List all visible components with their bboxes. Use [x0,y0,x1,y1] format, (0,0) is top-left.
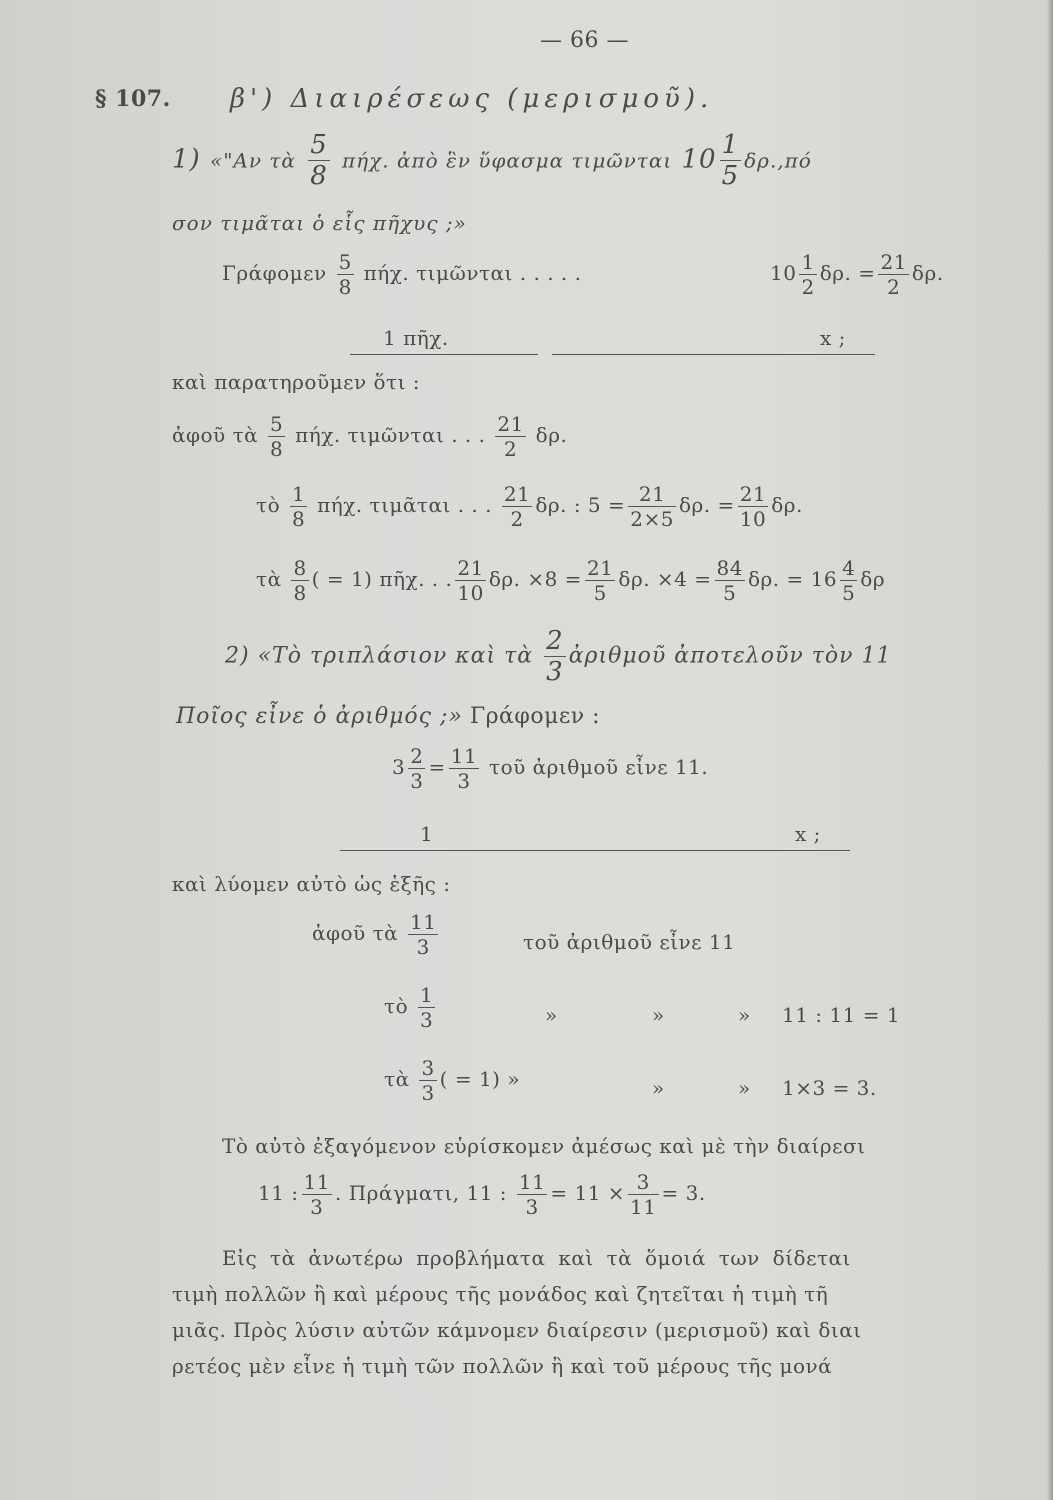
q-text: «Τὸ τριπλάσιον καὶ τὰ [257,643,534,669]
problem1-q-whole: 10 [681,144,717,175]
op: δρ. : 5 = [535,493,626,517]
page-number: — 66 — [540,28,629,53]
step-text: πήχ. τιμῶνται . . . [295,423,486,447]
problem2-row2 [384,985,438,1030]
fraction [878,252,908,297]
frac-den: 10 [457,581,484,605]
frac-num: 11 [303,1170,330,1194]
fraction [628,484,676,529]
eq: δρ. = [819,261,876,285]
frac-den: 2 [510,507,524,531]
fraction [302,1172,332,1217]
ditto-mark: » [652,1076,665,1100]
frac-num: 2 [546,626,564,656]
problem1-step1 [172,414,567,459]
step-pre: τὸ [256,493,281,517]
frac-den: 3 [410,769,424,793]
ditto-mark: » [738,1076,751,1100]
fraction [408,912,438,957]
problem1-row2-right: x ; [820,326,846,350]
frac-num: 8 [293,556,307,580]
problem2-row1-text: τοῦ ἀριθμοῦ εἶνε 11 [523,930,736,954]
page-edge [1047,0,1053,1500]
op: = 11 × [550,1181,626,1205]
frac-den: 8 [293,581,307,605]
underline-rule [340,850,850,851]
frac-num: 84 [716,556,743,580]
frac-den: 5 [842,581,856,605]
frac-den: 11 [630,1195,657,1219]
frac-num: 21 [586,556,614,580]
op: δρ. ×4 = [618,567,712,591]
op: = 3. [661,1181,706,1205]
row-pre: ἀφοῦ τὰ [312,921,399,945]
row-pre: τὰ [384,1067,410,1091]
frac-den: 3 [310,1195,324,1219]
q-text2: ἀριθμοῦ ἀποτελοῦν τὸν 11 [568,643,892,669]
frac-num: 5 [338,250,352,274]
problem2-label: 2) [225,643,250,669]
ditto-mark: » [652,1003,665,1027]
fraction [290,484,307,529]
fraction [291,558,308,603]
frac-num: 21 [739,482,767,506]
frac-num: 1 [291,482,306,506]
frac-num: 21 [497,412,524,436]
frac-den: 3 [546,657,564,687]
frac-num: 1 [721,130,740,160]
frac-den: 3 [419,1008,434,1032]
frac-den: 3 [525,1195,539,1219]
problem2-row1 [312,912,441,957]
fraction [455,558,485,603]
frac-den: 5 [723,581,737,605]
problem2-question-line1 [225,628,892,685]
frac-num: 4 [842,556,856,580]
problem1-q-text3: δρ.,πό [744,148,812,173]
paragraph-line1: Εἰς τὰ ἀνωτέρω προβλήματα καὶ τὰ ὅμοιά των δίδεται [222,1246,851,1270]
fraction [449,746,479,791]
paragraph-line4: ρετέος μὲν εἶνε ἡ τιμὴ τῶν πολλῶν ἢ καὶ τοῦ μέρους τῆς μονά [172,1354,833,1378]
fraction [799,252,816,297]
op: δρ. = [678,493,735,517]
whole: 3 [392,755,406,779]
problem2-row2-right: x ; [795,822,821,846]
eq-text: τοῦ ἀριθμοῦ εἶνε 11. [489,755,709,779]
frac-den: 3 [421,1081,435,1105]
problem1-q-text: «"Αν τὰ [209,148,296,173]
frac-num: 3 [636,1170,650,1194]
frac-den: 8 [338,275,352,299]
problem1-question-line1 [172,132,812,189]
op: = [428,755,446,779]
fraction [585,558,615,603]
whole: 10 [770,261,797,285]
section-title: β') Διαιρέσεως (μερισμοῦ). [230,84,714,114]
frac-num: 21 [880,250,907,274]
frac-den: 10 [739,507,767,531]
write-label: Γράφομεν [222,261,327,285]
closing-line1: Τὸ αὐτὸ ἐξαγόμενον εὑρίσκομεν ἀμέσως καὶ μὲ τὴν διαίρεσι [222,1134,866,1158]
paragraph-line3: μιᾶς. Πρὸς λύσιν αὐτῶν κάμνομεν διαίρεσιν (μερισμοῦ) καὶ διαι [172,1318,862,1342]
problem1-q-fraction [308,132,330,189]
frac-num: 1 [801,250,815,274]
frac-den: 2 [801,275,815,299]
q-text-upright: Γράφομεν : [469,704,601,729]
frac-num: 11 [518,1170,546,1194]
row-mid: ( = 1) » [439,1067,521,1091]
fraction [502,484,532,529]
fraction [419,1058,436,1103]
step-pre: τὰ [256,567,282,591]
problem1-q-whole-fraction [720,132,742,189]
unit: δρ. [771,493,803,517]
problem1-step3 [256,558,885,603]
problem1-label: 1) [172,144,201,175]
problem1-write-row [222,252,581,297]
fraction [268,414,285,459]
frac-den: 8 [270,437,284,461]
fraction [738,484,768,529]
frac-num: 5 [310,130,328,160]
fraction [337,252,354,297]
problem1-question-line2: σον τιμᾶται ὁ εἷς πῆχυς ;» [172,211,467,235]
problem2-row2-result: 11 : 11 = 1 [782,1003,901,1027]
problem2-row3 [384,1058,520,1103]
fraction [628,1172,658,1217]
frac-num: 11 [450,744,478,768]
step-text: ( = 1) πῆχ. . . [311,567,453,591]
ditto-mark: » [738,1003,751,1027]
frac-den: 8 [291,507,306,531]
problem2-row2-left: 1 [420,822,434,846]
row-pre: τὸ [384,994,409,1018]
step-pre: ἀφοῦ τὰ [172,423,259,447]
underline-rule [552,354,875,355]
unit: δρ [860,567,886,591]
frac-den: 3 [457,769,471,793]
frac-den: 2 [887,275,901,299]
ditto-mark: » [545,1003,558,1027]
frac-num: 5 [270,412,284,436]
frac-num: 21 [457,556,484,580]
fraction [495,414,525,459]
frac-num: 2 [410,744,424,768]
formula-mid: . Πράγματι, 11 : [335,1181,508,1205]
closing-formula [258,1172,706,1217]
op: δρ. = 16 [747,567,838,591]
fraction [715,558,745,603]
problem1-row2-left: 1 πῆχ. [383,326,449,350]
frac-num: 3 [421,1056,435,1080]
fraction [517,1172,547,1217]
problem1-write-result [770,252,944,297]
frac-num: 1 [419,983,434,1007]
fraction [418,985,435,1030]
problem2-solve: καὶ λύομεν αὐτὸ ὡς ἑξῆς : [172,872,451,896]
frac-den: 2×5 [630,507,674,531]
problem1-step2 [256,484,803,529]
frac-num: 11 [410,910,437,934]
frac-den: 2 [503,437,518,461]
frac-den: 3 [416,935,430,959]
op: δρ. ×8 = [488,567,582,591]
problem2-row3-result: 1×3 = 3. [782,1076,877,1100]
section-number: § 107. [95,86,171,112]
frac-den: 5 [593,581,607,605]
fraction [408,746,425,791]
q-text-italic: Ποῖος εἶνε ὁ ἀριθμός ;» [176,704,463,729]
write-text: πήχ. τιμῶνται . . . . . [363,261,582,285]
frac-num: 21 [503,482,531,506]
fraction [840,558,857,603]
frac-den: 5 [721,161,740,191]
problem2-question-line2 [176,706,600,728]
frac-den: 8 [310,161,328,191]
paragraph-line2: τιμὴ πολλῶν ἢ καὶ μέρους τῆς μονάδος καὶ ζητεῖται ἡ τιμὴ τῆ [172,1282,829,1306]
underline-rule [350,354,538,355]
problem1-q-text2: πήχ. ἀπὸ ἓν ὕφασμα τιμῶνται [342,148,673,173]
unit: δρ. [535,423,568,447]
problem1-observe: καὶ παρατηροῦμεν ὅτι : [172,370,421,394]
frac-num: 21 [638,482,666,506]
formula-pre: 11 : [258,1181,299,1205]
step-text: πήχ. τιμᾶται . . . [317,493,492,517]
problem2-equation [392,746,708,791]
unit: δρ. [911,261,944,285]
fraction [544,628,566,685]
